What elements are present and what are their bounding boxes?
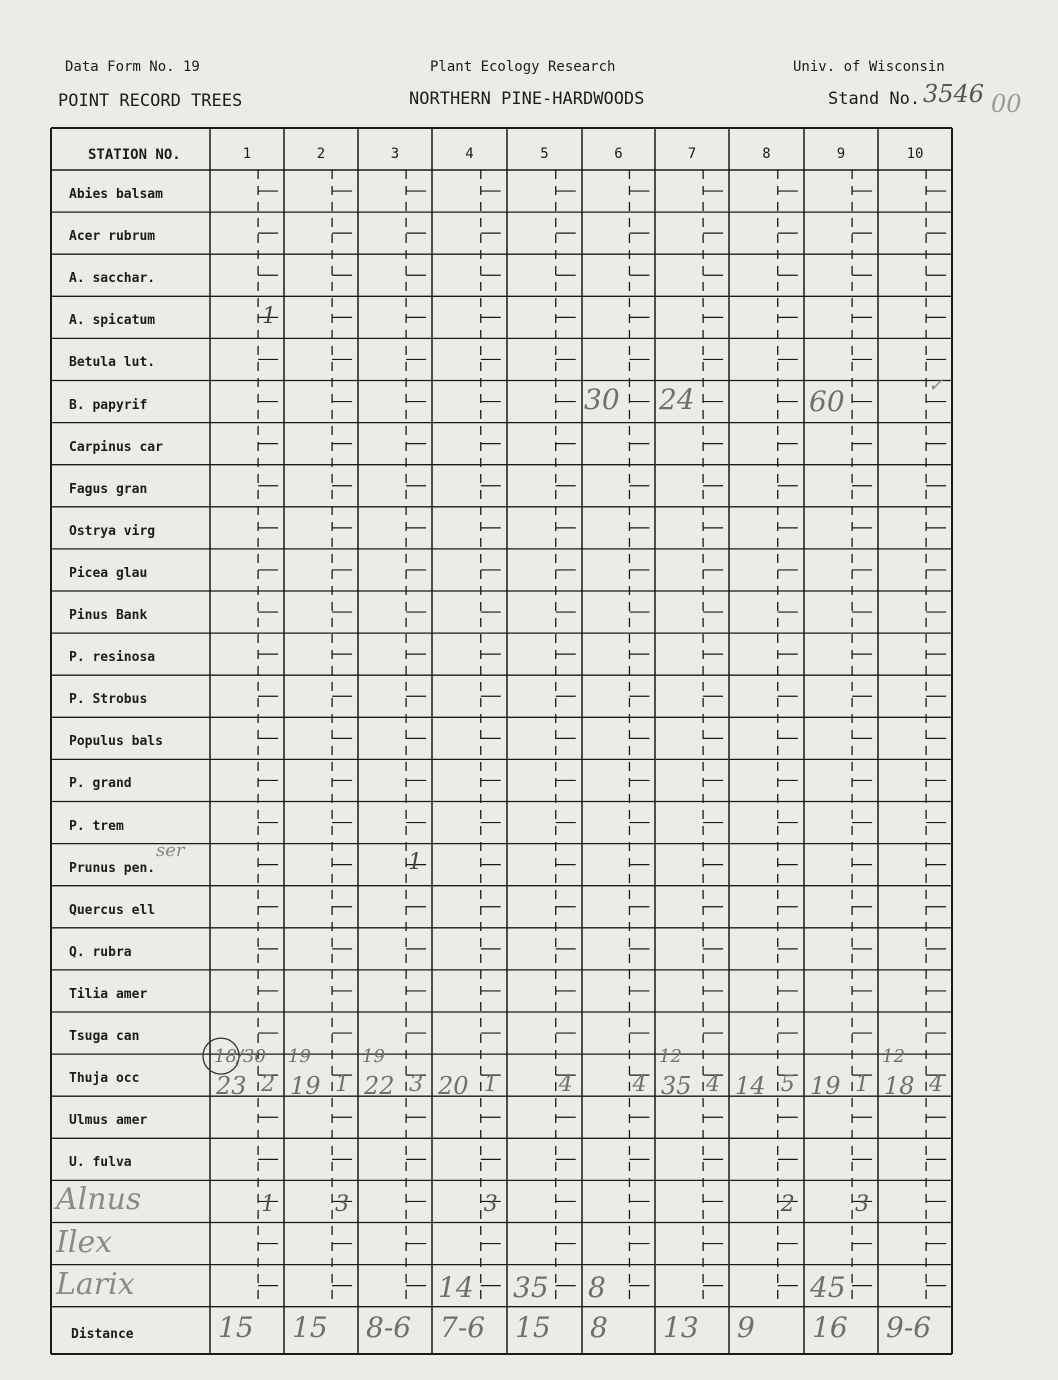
distance-value: 15 <box>515 1310 551 1344</box>
form-title: POINT RECORD TREES <box>58 91 243 111</box>
larix-value: 8 <box>588 1270 606 1304</box>
b-papyrif-station6: 24 <box>659 382 695 416</box>
thuja-top: 19 <box>362 1046 385 1068</box>
species-label: Betula lut. <box>69 355 156 371</box>
stand-number-extra: 00 <box>991 90 1022 118</box>
species-label: Quercus ell <box>69 902 156 918</box>
species-label: U. fulva <box>69 1155 132 1171</box>
thuja-bottom: 20 <box>438 1072 469 1101</box>
thuja-top: 12 <box>882 1046 905 1068</box>
distance-value: 15 <box>218 1310 254 1344</box>
station-number: 7 <box>687 146 697 162</box>
alnus-count: 2 <box>780 1192 795 1218</box>
species-label: P. grand <box>69 776 132 792</box>
distance-value: 8-6 <box>366 1310 412 1344</box>
larix-value: 35 <box>513 1270 549 1304</box>
alnus-count: 3 <box>483 1192 498 1218</box>
thuja-count: 4 <box>558 1072 573 1098</box>
station-number: 10 <box>906 146 924 162</box>
thuja-count: 1 <box>335 1072 350 1098</box>
distance-value: 8 <box>590 1310 608 1344</box>
thuja-top: 19 <box>288 1046 311 1068</box>
species-label: Prunus pen. <box>69 860 156 876</box>
thuja-bottom: 19 <box>290 1072 321 1101</box>
thuja-count: 4 <box>929 1072 944 1098</box>
distance-label: Distance <box>71 1326 134 1342</box>
university-label: Univ. of Wisconsin <box>793 59 945 75</box>
species-label: Carpinus car <box>69 439 163 455</box>
thuja-bottom: 14 <box>735 1072 766 1101</box>
stand-number: 3546 <box>923 80 985 108</box>
b-papyrif-station8: 60 <box>809 384 845 418</box>
distance-value: 16 <box>812 1310 848 1344</box>
thuja-top: 12 <box>659 1046 682 1068</box>
extra-species-label: Alnus <box>56 1182 142 1218</box>
station-header: STATION NO. <box>88 147 181 163</box>
prunus-note: ser <box>156 839 185 861</box>
thuja-count: 1 <box>483 1072 498 1098</box>
station-number: 9 <box>836 146 846 162</box>
stand-label: Stand No. <box>828 89 921 109</box>
thuja-bottom: 23 <box>216 1072 247 1101</box>
species-label: Acer rubrum <box>69 229 156 245</box>
distance-value: 9-6 <box>886 1310 932 1344</box>
station-number: 5 <box>540 146 549 162</box>
thuja-bottom: 22 <box>364 1072 395 1101</box>
thuja-count: 4 <box>632 1072 647 1098</box>
larix-value: 45 <box>810 1270 846 1304</box>
alnus-count: 3 <box>335 1192 350 1218</box>
species-label: Pinus Bank <box>69 608 148 624</box>
species-label: P. Strobus <box>69 692 148 708</box>
extra-species-label: Ilex <box>56 1224 113 1260</box>
thuja-count: 5 <box>780 1072 795 1098</box>
thuja-count: 3 <box>409 1072 424 1098</box>
thuja-bottom: 18 <box>884 1072 915 1101</box>
station-number: 8 <box>762 146 771 162</box>
station-number: 6 <box>614 146 623 162</box>
station-number: 2 <box>316 146 326 162</box>
b-papyrif-station5: 30 <box>584 382 620 416</box>
extra-species-label: Larix <box>56 1266 135 1302</box>
station-number: 3 <box>390 146 400 162</box>
community-title: NORTHERN PINE-HARDWOODS <box>409 89 645 109</box>
species-label: B. papyrif <box>69 397 148 413</box>
research-label: Plant Ecology Research <box>430 59 616 75</box>
larix-value: 14 <box>438 1270 474 1304</box>
form-number: Data Form No. 19 <box>65 59 200 75</box>
thuja-bottom: 19 <box>810 1072 841 1101</box>
species-label: P. resinosa <box>69 650 156 666</box>
species-label: Abies balsam <box>69 187 163 203</box>
thuja-count: 4 <box>706 1072 721 1098</box>
species-label: Tilia amer <box>69 986 148 1002</box>
b-papyrif-check: ✓ <box>928 374 944 396</box>
station-number: 4 <box>465 146 474 162</box>
distance-value: 15 <box>292 1310 328 1344</box>
species-label: P. trem <box>69 818 124 834</box>
species-label: Populus bals <box>69 734 163 750</box>
prunus-count: 1 <box>408 849 423 875</box>
species-label: Q. rubra <box>69 944 132 960</box>
species-label: A. sacchar. <box>69 271 156 287</box>
thuja-bottom: 35 <box>661 1072 692 1101</box>
thuja-count: 2 <box>261 1072 276 1098</box>
thuja-top: 18/30 <box>214 1046 266 1068</box>
species-label: Ulmus amer <box>69 1113 148 1129</box>
alnus-count: 1 <box>261 1192 276 1218</box>
alnus-count: 3 <box>855 1192 870 1218</box>
species-label: Ostrya virg <box>69 523 156 539</box>
species-label: Tsuga can <box>69 1029 140 1045</box>
distance-value: 13 <box>663 1310 699 1344</box>
species-label: Fagus gran <box>69 481 148 497</box>
distance-value: 7-6 <box>440 1310 486 1344</box>
station-number: 1 <box>242 146 252 162</box>
species-label: Picea glau <box>69 565 148 581</box>
thuja-count: 1 <box>855 1072 870 1098</box>
distance-value: 9 <box>737 1310 755 1344</box>
species-label: Thuja occ <box>69 1071 140 1087</box>
a-spicatum-count: 1 <box>262 304 277 330</box>
species-label: A. spicatum <box>69 313 156 329</box>
